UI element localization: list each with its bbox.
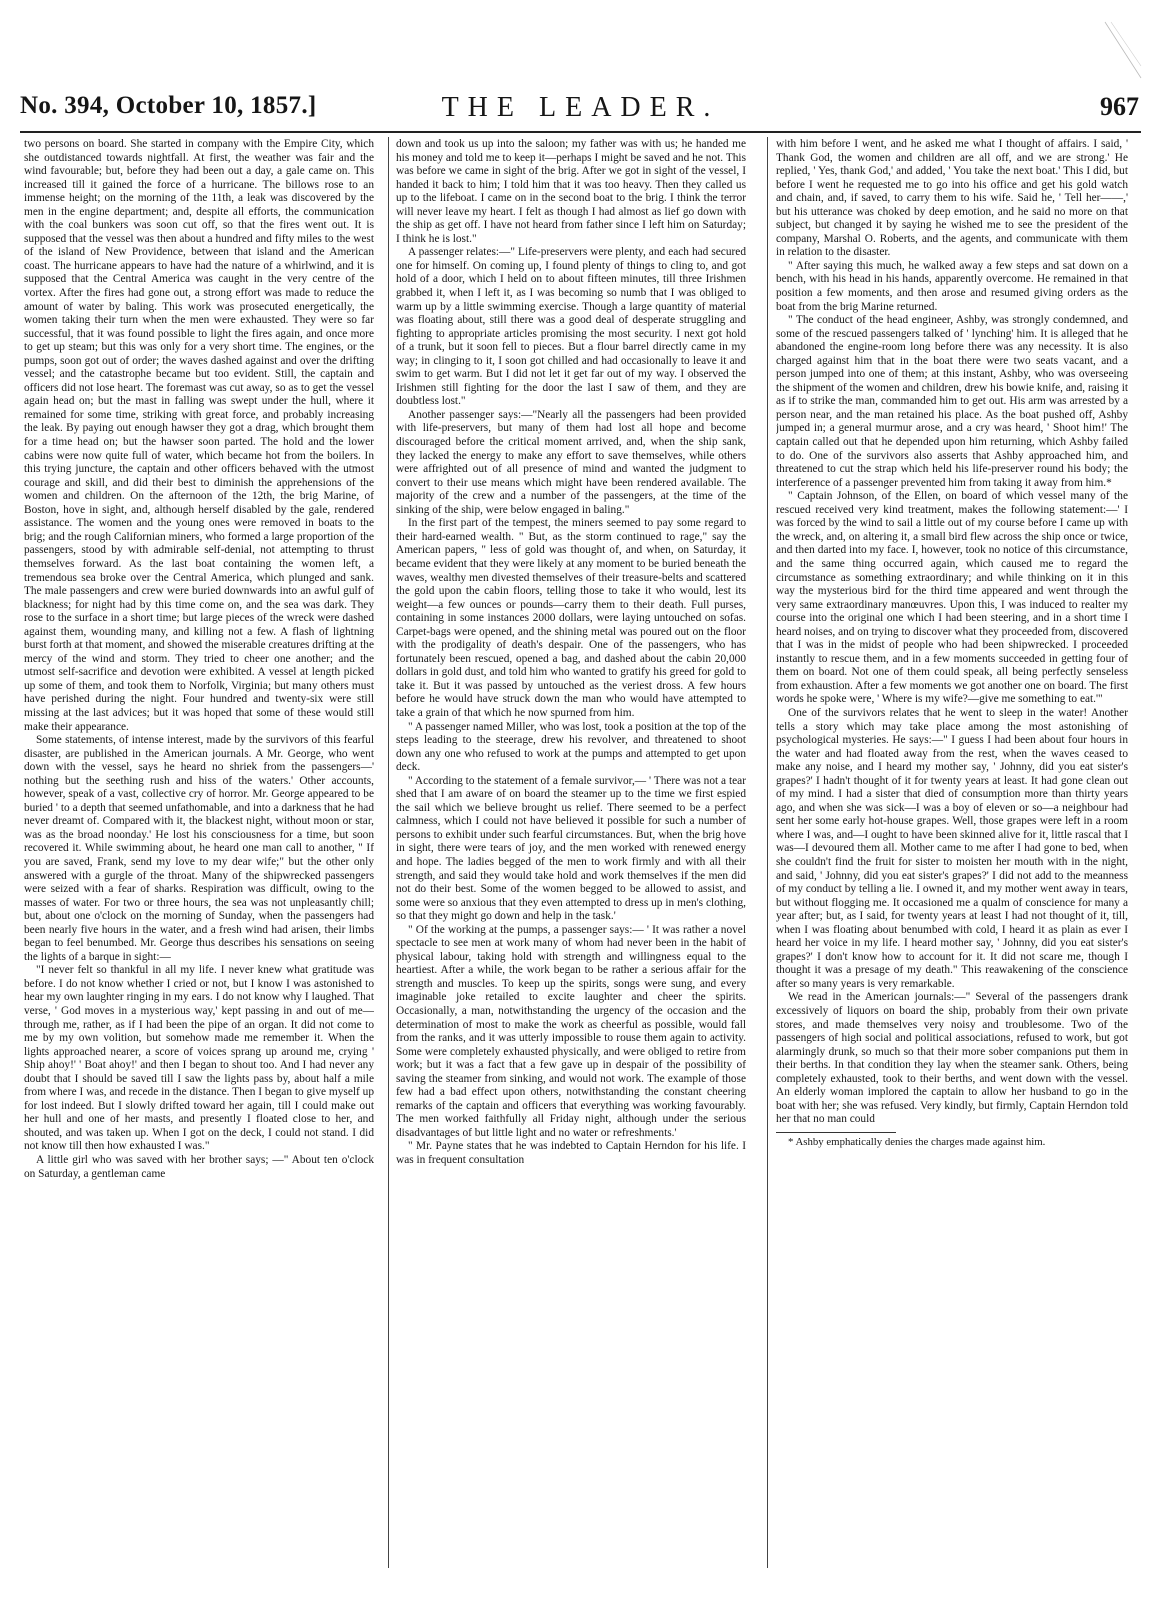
paragraph: " A passenger named Miller, who was lost, took a position at the top of the steps leading to the steerage, drew his revolver, and threatened to shoot down any one who refused to work at the pumps and attempted to get upon deck. bbox=[396, 720, 746, 774]
page-number: 967 bbox=[1100, 92, 1139, 121]
paper-crease-mark bbox=[1103, 20, 1143, 80]
paragraph: with him before I went, and he asked me what I thought of affairs. I said, ' Thank God, the women and children are all off, and we are strong.' He replied, ' Yes, thank God,' and added, ' You take the next boat.' This I did, but before I went he requested me to go into his office and get his gold watch and chain, and, if saved, to carry them to his wife. Said he, ' Tell her——,' but his utterance was choked by deep emotion, and he said no more on that subject, but changed it by saying he wished me to see the president of the company, Marshal O. Roberts, and the agents, and communicate with them in relation to the disaster. bbox=[776, 138, 1128, 259]
column-divider bbox=[388, 137, 389, 1568]
paragraph: One of the survivors relates that he went to sleep in the water! Another tells a story which may take place among the most astonishing of psychological mysteries. He says:—" I guess I had been about four hours in the water and had floated away from the rest, when the waves ceased to make any noise, and I heard my mother say, ' Johnny, did you eat sister's grapes?' I hadn't thought of it for twenty years at least. It had gone clean out of my mind. I had a sister that died of consumption more than thirty years ago, and when she was sick—I was a boy of eleven or so—a neighbour had sent her some early hot-house grapes. Well, those grapes were left in a room where I was, and—I ought to have been skinned alive for it, little rascal that I was—I devoured them all. Mother came to me after I had gone to bed, when she couldn't find the fruit for sister to moisten her mouth with in the night, and said, ' Johnny, did you eat sister's grapes?' I did not add to the meanness of my conduct by telling a lie. I owned it, and my mother went away in tears, but without flogging me. It occasioned me a qualm of conscience for many a year after; but, as I said, for twenty years at least I had not thought of it, till, when I was floating about benumbed with cold, I heard it as plain as ever I heard her voice in my life. I heard mother say, ' Johnny, did you eat sister's grapes?' I don't know how to account for it. It did not scare me, though I thought it was a presage of my death." This reawakening of the conscience after so many years is very remarkable. bbox=[776, 706, 1128, 990]
paragraph: Another passenger says:—"Nearly all the passengers had been provided with life-preservers, but many of them had lost all hope and become discouraged before the critical moment arrived, and, when the ship sank, they lacked the energy to make any effort to save themselves, while others were affrighted out of all presence of mind and wanted the judgment to convert to their use means which might have been rendered available. The majority of the crew and a number of the passengers, at the time of the sinking of the ship, were below engaged in baling." bbox=[396, 408, 746, 516]
column-1 bbox=[24, 138, 374, 1568]
paragraph: A passenger relates:—" Life-preservers were plenty, and each had secured one for himself. On coming up, I found plenty of things to cling to, and got hold of a door, which I held on to about fifteen minutes, till three Irishmen grabbed it, when I left it, as I was becoming so numb that I was obliged to warm up by a little swimming exercise. Though a large quantity of material was floating about, still there was a good deal of desperate struggling and fighting to appropriate articles promising the most security. I next got hold of a trunk, but it soon fell to pieces. But a flour barrel directly came in my way; in clinging to it, I soon got chilled and had occasionally to leave it and swim to get warm. But I did not let it get far out of my way. I observed the Irishmen still fighting for the door the last I saw of them, and they are doubtless lost." bbox=[396, 246, 746, 408]
paragraph: A little girl who was saved with her brother says; —" About ten o'clock on Saturday, a gentleman came bbox=[24, 1154, 374, 1180]
column-divider bbox=[767, 137, 768, 1568]
paragraph: " After saying this much, he walked away a few steps and sat down on a bench, with his head in his hands, apparently overcome. He remained in that position a few moments, and then arose and resumed giving orders as the boat from the brig Marine returned. bbox=[776, 259, 1128, 313]
paragraph: " Of the working at the pumps, a passenger says:— ' It was rather a novel spectacle to see men at work many of whom had never been in the habit of physical labour, taking hold with strength and willingness equal to the heartiest. After a while, the work began to be rather a serious affair for the strength and muscles. To keep up the spirits, songs were sung, and every imaginable joke retailed to excite laughter and cheer the spirits. Occasionally, a man, notwithstanding the urgency of the occasion and the determination of most to make the work as cheerful as possible, would fall from the ranks, and it was utterly impossible to rouse them again to activity. Some were completely exhausted physically, and were obliged to retire from work; but it was a fact that a few gave up in despair of the possibility of saving the steamer from sinking, and would not work. The example of those few had a bad effect upon others, notwithstanding the constant cheering remarks of the captain and officers that everything was working favourably. The men worked faithfully all Friday night, although under the serious disadvantages of but little light and no water or refreshments.' bbox=[396, 923, 746, 1139]
masthead bbox=[20, 92, 1141, 132]
footnote-text: * Ashby emphatically denies the charges made against him. bbox=[788, 1135, 1046, 1148]
paragraph: " Captain Johnson, of the Ellen, on board of which vessel many of the rescued received very kind treatment, makes the following statement:—' I was forced by the wind to sail a little out of my course before I came up with the wreck, and, on altering it, a small bird flew across the ship once or twice, and then darted into my face. I, however, took no notice of this circumstance, and the same thing occurred again, which caused me to regard the circumstance as something extraordinary; and while thinking on it in this way the mysterious bird for the third time appeared and went through the very same extraordinary manœuvres. Upon this, I was induced to realter my course into the original one which I had been steering, and in a short time I heard noises, and on trying to discover what they proceeded from, discovered that I was in the midst of people who had been shipwrecked. I proceeded instantly to rescue them, and in a few moments succeeded in getting four of them on board. Not one of them could speak, all being perfectly senseless from exhaustion. After a few moments we got another one on board. The first words he spoke were, ' Where is my wife?—give me something to eat.'" bbox=[776, 490, 1128, 706]
issue-date: No. 394, October 10, 1857.] bbox=[20, 92, 317, 119]
paragraph: two persons on board. She started in company with the Empire City, which she outdistanced towards nightfall. At first, the weather was fair and the wind favourable; but, before they had been out a day, a gale came on. This increased till it gained the force of a hurricane. The billows rose to an immense height; on the morning of the 11th, a leak was discovered by the men in the engine department; and, despite all efforts, the communication with the coal bunkers was soon cut off, so that the fires went out. It is supposed that the vessel was then about a hundred and fifty miles to the west of the island of New Providence, between that island and the American coast. The hurricane appears to have had the nature of a whirlwind, and it is supposed that the Central America was caught in the very centre of the vortex. After the fires had gone out, a strong effort was made to reduce the amount of water by baling. This work was prosecuted energetically, the women taking their turn when the men were exhausted. They were so far successful, that it was found possible to light the fires again, and once more to get up steam; but this was only for a very short time. The engines, or the pumps, soon got out of order; the waves dashed against and over the drifting vessel; and the catastrophe became but too evident. Still, the captain and officers did not lose heart. The foremast was cut away, so as to get the vessel again head on; but the mast in falling was swept under the hull, where it remained for some time, striking with great force, and probably increasing the leak. By paying out enough hawser they got a drag, which brought them for a time head on; but the hawser soon parted. The hold and the lower cabins were now quite full of water, which became hot from the boilers. In this trying juncture, the captain and other officers behaved with the utmost courage and skill, and did their best to diminish the apprehensions of the women and children. On the afternoon of the 12th, the brig Marine, of Boston, hove in sight, and, although herself disabled by the gale, rendered assistance. The women and the young ones were removed in boats to the brig; and the rough Californian miners, who formed a large proportion of the passengers, stood by with admirable self-denial, not attempting to thrust themselves forward. As the last boat containing the women left, a tremendous sea broke over the Central America, which plunged and sank. The male passengers and crew were buried downwards into an awful gulf of blackness; for night had by this time come on, and the sea was dark. They rose to the surface in a short time; but large pieces of the wreck were dashed against them, wounding many, and killing not a few. A flash of lightning burst forth at that moment, and showed the miserable creatures drifting at the mercy of the wind and storm. They tried to cheer one another; and the utmost self-sacrifice and devotion were exhibited. A vessel at length picked up some of them, and took them to Norfolk, Virginia; but many others must have perished during the night. Four hundred and twenty-six were still missing at the last advices; but it was hoped that some of these would still make their appearance. bbox=[24, 138, 374, 733]
paragraph: "I never felt so thankful in all my life. I never knew what gratitude was before. I do not know whether I cried or not, but I know I was astonished to hear my own laughter ringing in my ears. I do not know why I laughed. That verse, ' God moves in a mysterious way,' kept passing in and out of me—through me, rather, as if I had been the pipe of an organ. It did not come to me by my own volition, but somehow made me remember it. When the lights approached nearer, a score of voices sprang up around me, crying ' Ship ahoy!' ' Boat ahoy!' and then I began to shout too. And I had never any doubt that I should be saved till I saw the lights pass by, about half a mile from where I was, and recede in the distance. Then I began to give myself up for lost indeed. But I slowly drifted toward her again, till I could make out her hull and one of her masts, and presently I floated close to her, and shouted, and was taken up. When I got on the deck, I could not stand. I did not know till then how exhausted I was." bbox=[24, 964, 374, 1153]
column-3 bbox=[776, 138, 1128, 1568]
paragraph: We read in the American journals:—" Several of the passengers drank excessively of liquors on board the ship, probably from their own private stores, and made themselves very noisy and troublesome. Two of the passengers of high social and political associations, refused to work, but got alarmingly drunk, so much so that their more sober companions put them in their berths. In that condition they lay when the steamer sank. Others, being completely exhausted, took to their berths, and went down with the vessel. An elderly woman implored the captain to allow her husband to go in the boat with her; she was refused. Very kindly, but firmly, Captain Herndon told her that no man could bbox=[776, 991, 1128, 1126]
paragraph: " Mr. Payne states that he was indebted to Captain Herndon for his life. I was in frequent consultation bbox=[396, 1140, 746, 1167]
header-rule bbox=[20, 131, 1141, 133]
footnote-rule bbox=[776, 1132, 896, 1133]
paragraph: " The conduct of the head engineer, Ashby, was strongly condemned, and some of the rescued passengers talked of ' lynching' him. It is alleged that he abandoned the engine-room long before there was any necessity. It is also charged against him that in the boat there were two seats vacant, and a person jumped into one of them; at this instant, Ashby, who was overseeing the shipment of the women and children, drew his bowie knife, and, raising it as if to strike the man, commanded him to get out. His arm was arrested by a person near, and the man retained his place. As the boat pushed off, Ashby jumped in; a general murmur arose, and a cry was heard, ' Shoot him!' The captain called out that he depended upon him returning, which Ashby failed to do. One of the survivors also asserts that Ashby approached him, and threatened to cut the strap which held his life-preserver round his body; the interference of a passenger prevented him from taking it away from him.* bbox=[776, 314, 1128, 489]
column-2 bbox=[396, 138, 746, 1568]
paragraph: down and took us up into the saloon; my father was with us; he handed me his money and told me to keep it—perhaps I might be saved and he not. This was before we came in sight of the brig. After we got in sight of the vessel, I handed it back to him; I told him that it was too heavy. Then they called us up to the lifeboat. I came on in the second boat to the brig. I think the terror will never leave my heart. I felt as though I had almost as lief go down with the ship as get off. I have not heard from father since I left him on Saturday; I think he is lost." bbox=[396, 138, 746, 245]
footnote bbox=[776, 1136, 1128, 1150]
paragraph: " According to the statement of a female survivor,— ' There was not a tear shed that I am aware of on board the steamer up to the time we first espied the sail which we believe brought us relief. There seemed to be a perfect calmness, which I could not have believed it possible for such a number of persons to exhibit under such fearful circumstances. But, when the brig hove in sight, there were tears of joy, and the men worked with renewed energy and hope. The ladies begged of the men to work firmly and with all their strength, and said they would take hold and work themselves if the men did not do their best. Some of the women begged to be allowed to assist, and some were so anxious that they even attempted to dress up in men's clothing, so that they might go down and help in the task.' bbox=[396, 774, 746, 923]
paragraph: Some statements, of intense interest, made by the survivors of this fearful disaster, are published in the American journals. A Mr. George, who went down with the vessel, says he heard no shriek from the passengers—' nothing but the seething rush and hiss of the waters.' Other accounts, however, speak of a vast, collective cry of horror. Mr. George appeared to be buried ' to a depth that seemed unfathomable, and into a darkness that he had never dreamt of. Compared with it, the blackest night, without moon or star, was as the broad noonday.' He lost his consciousness for a time, but soon recovered it. While swimming about, he heard one man call to another, " If you are saved, Frank, send my love to my dear wife;" but the other only answered with a gurgle of the throat. Many of the shipwrecked passengers were seized with a fear of sharks. Respiration was difficult, owing to the masses of water. For two or three hours, the sea was not unpleasantly chill; but, about one o'clock on the morning of Sunday, when the passengers had been nearly five hours in the water, and a fresh wind had arisen, their limbs began to feel benumbed. Mr. George thus describes his sensations on seeing the lights of a barque in sight:— bbox=[24, 734, 374, 963]
newspaper-title: THE LEADER. bbox=[441, 92, 720, 123]
paragraph: In the first part of the tempest, the miners seemed to pay some regard to their hard-earned wealth. " But, as the storm continued to rage," say the American papers, " less of gold was thought of, and when, on Saturday, it became evident that they were likely at any moment to be buried beneath the waves, wealthy men divested themselves of their treasure-belts and scattered the gold upon the cabin floors, telling those to take it who would, lest its weight—a few ounces or pounds—carry them to their death. Full purses, containing in some instances 2000 dollars, were laying untouched on sofas. Carpet-bags were opened, and the shining metal was poured out on the floor with the prodigality of death's despair. One of the passengers, who has fortunately been rescued, opened a bag, and dashed about the cabin 20,000 dollars in gold dust, and told him who wanted to gratify his greed for gold to take it. But it was passed by untouched as the veriest dross. A few hours before he would have struck down the man who would have attempted to take a grain of that which he now spurned from him. bbox=[396, 517, 746, 719]
